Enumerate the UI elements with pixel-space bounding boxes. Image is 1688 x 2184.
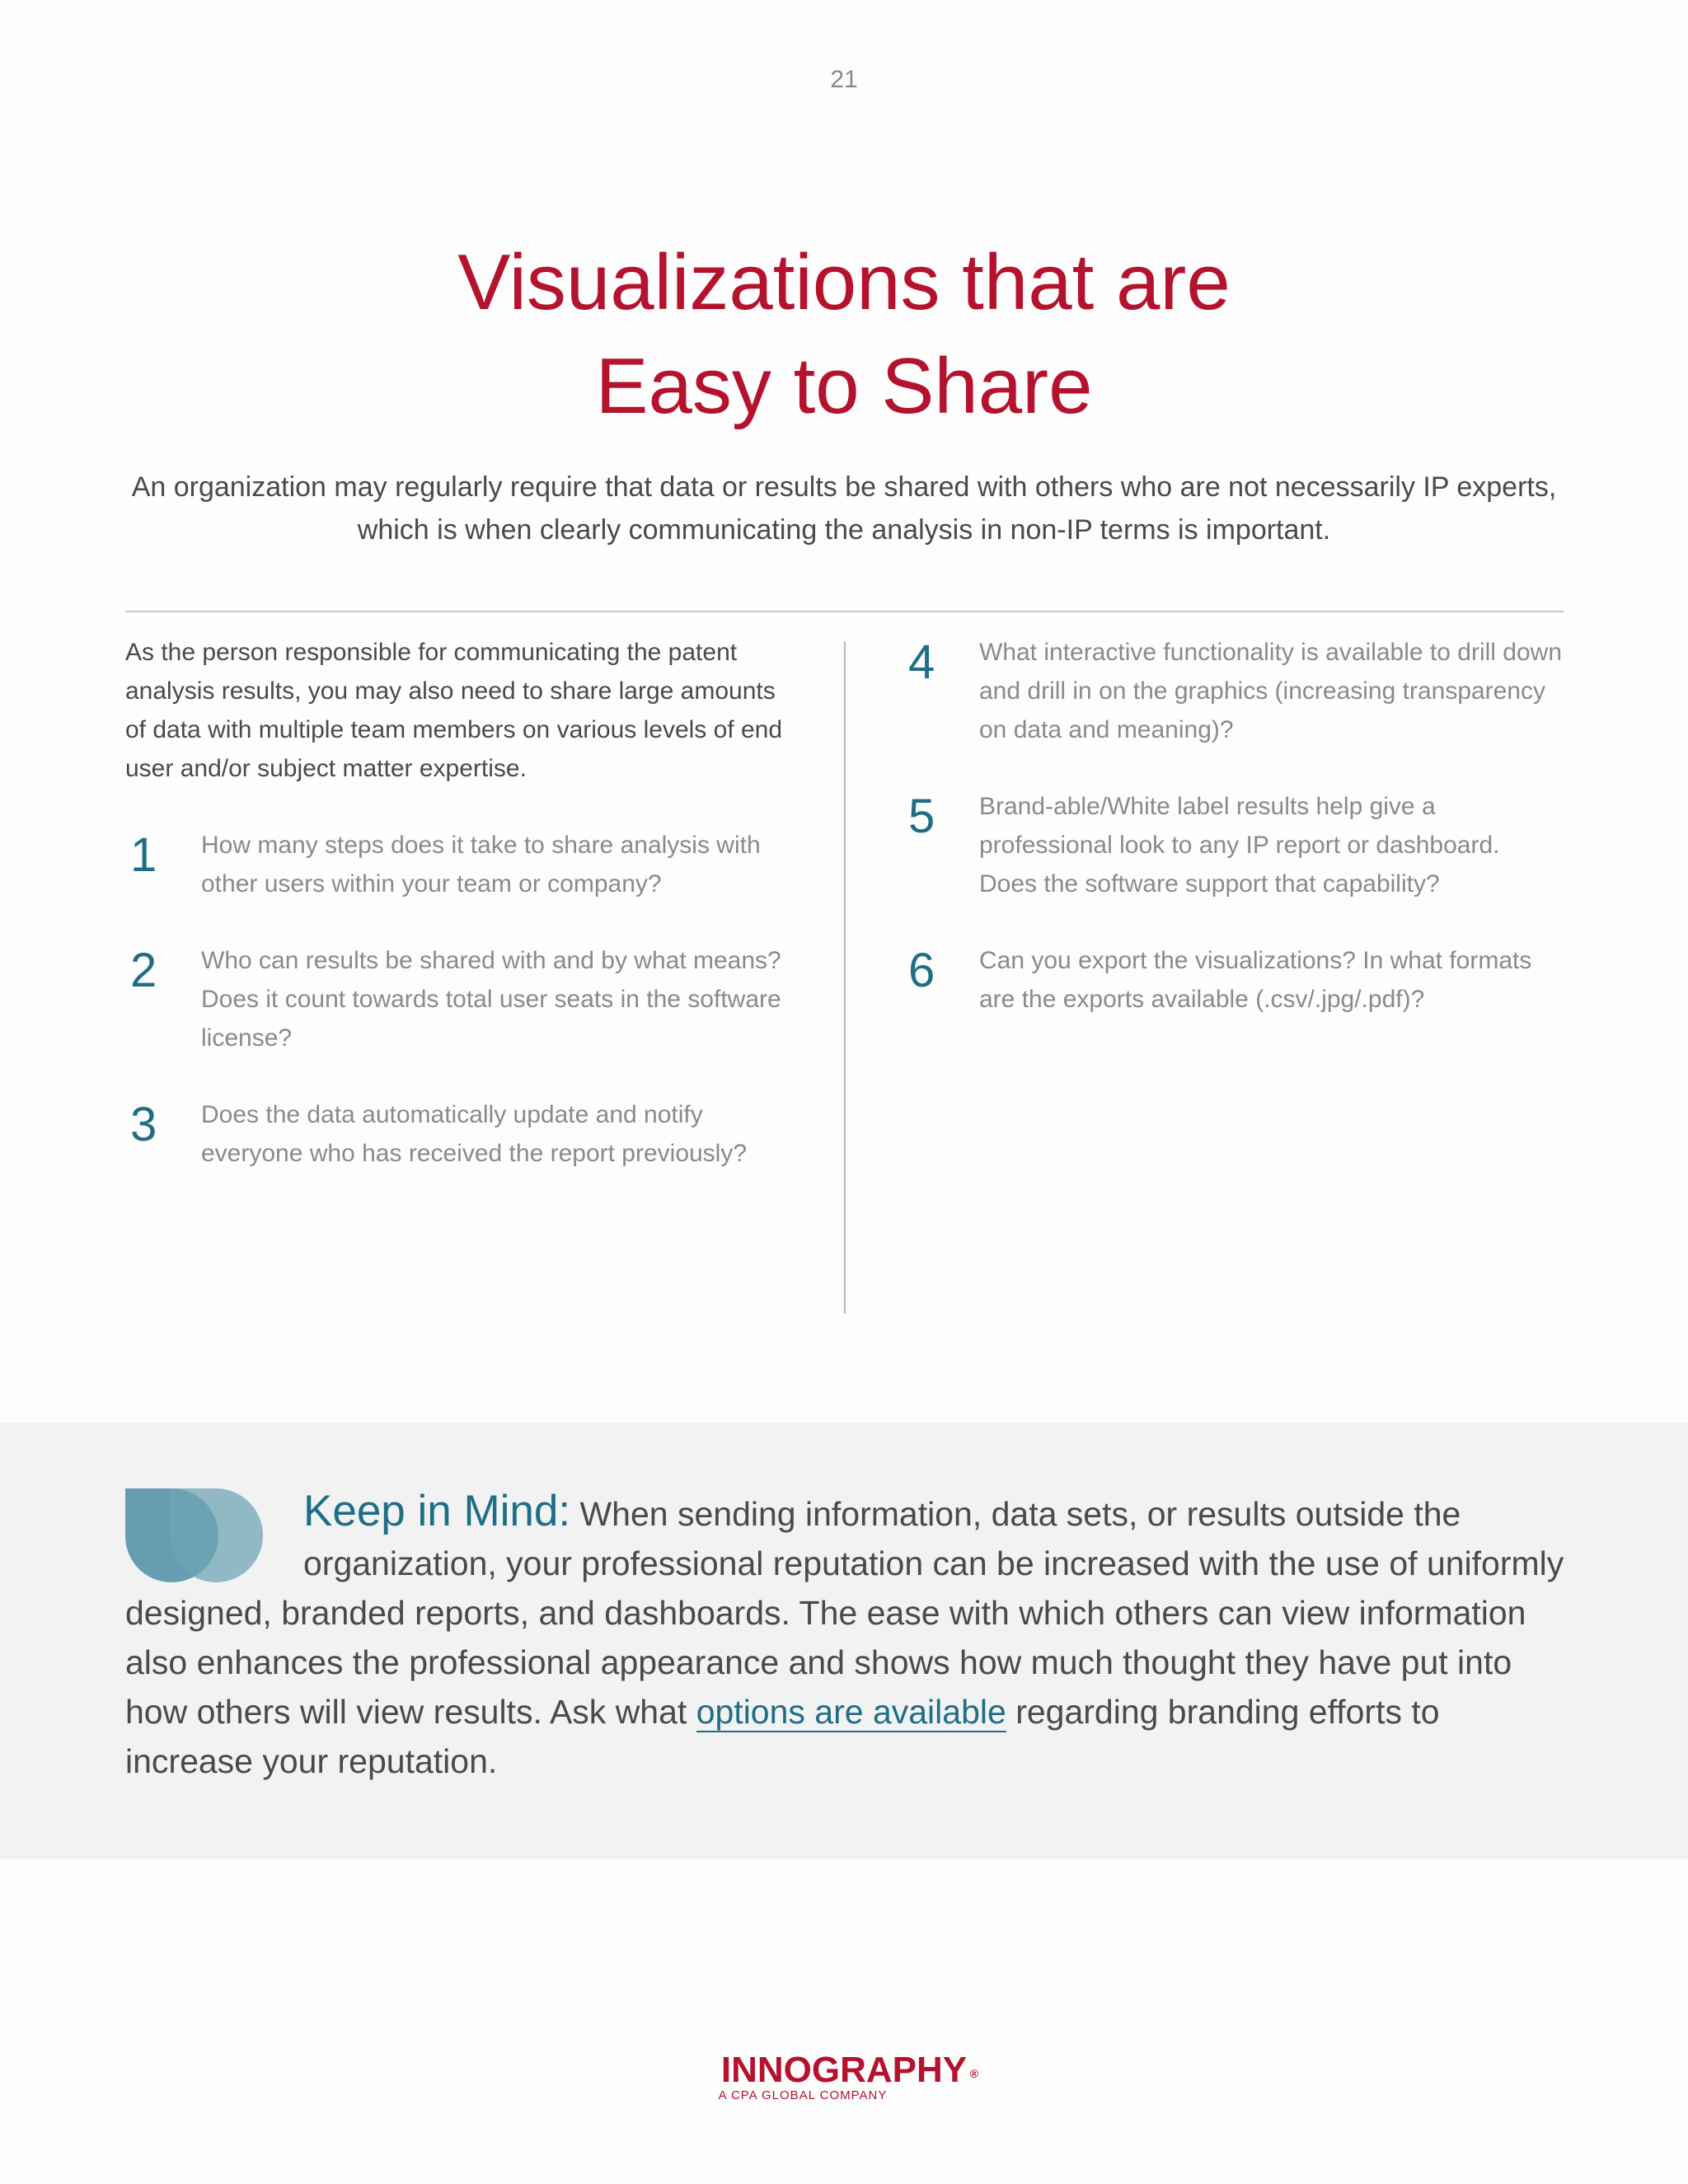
question-item-1 [125,826,801,903]
question-item-5 [903,787,1563,903]
question-text: How many steps does it take to share analysis with other users within your team or company? [201,832,761,898]
page-title-line-2: Easy to Share [595,342,1093,430]
callout-text-part-2: regarding branding efforts to increase your reputation. [125,1693,1440,1780]
question-text: Who can results be shared with and by what means? Does it count towards total user seats in the software license? [201,947,781,1052]
question-number: 4 [908,635,935,689]
brand-tagline: A CPA GLOBAL COMPANY [718,2088,888,2102]
page-title-line-1: Visualizations that are [457,238,1231,326]
question-number: 3 [130,1098,157,1151]
question-number: 1 [130,828,157,882]
callout-text-part-1: When sending information, data sets, or results outside the organization, your professional reputation can be increased with the use of uniformly designed, branded reports, and dashboards. The ease with which others can view information also enhances the professional appearance and shows how much thought they have put into how others will view results. Ask what [125,1495,1564,1731]
question-item-4 [903,633,1563,749]
keep-in-mind-callout [0,1422,1688,1859]
question-item-3 [125,1095,801,1173]
column-divider [844,641,846,1314]
registered-mark: ® [969,2067,979,2080]
lead-paragraph: As the person responsible for communicating the patent analysis results, you may also need to share large amounts of data with multiple team members on various levels of end user and/or subject matter expertise. [125,639,783,782]
left-column [125,633,801,1211]
question-text: Can you export the visualizations? In what formats are the exports available (.csv/.jpg/.pdf)? [979,947,1532,1013]
question-text: Brand-able/White label results help give a professional look to any IP report or dashboard. Does the software support that capability? [979,793,1500,898]
callout-heading: Keep in Mind: [303,1487,571,1535]
brand-name-text: INNOGRAPHY [720,2050,968,2090]
question-item-2 [125,941,801,1057]
question-number: 5 [908,790,935,843]
right-column [903,633,1563,1057]
question-item-6 [903,941,1563,1019]
question-text: Does the data automatically update and notify everyone who has received the report previously? [201,1101,748,1167]
page-number: 21 [830,66,858,93]
question-text: What interactive functionality is available to drill down and drill in on the graphics (increasing transparency on data and meaning)? [979,639,1563,743]
question-number: 2 [130,944,157,997]
horizontal-divider [125,611,1564,612]
intro-paragraph: An organization may regularly require that data or results be shared with others who are not necessarily IP experts, which is when clearly communicating the analysis in non-IP terms is important. [131,471,1557,546]
footer-brand [0,2050,1688,2102]
question-number: 6 [908,944,935,997]
brand-logo [720,2050,979,2090]
page-title [0,231,1688,438]
options-available-link[interactable]: options are available [696,1693,1006,1731]
callout-body [125,1487,1566,1786]
